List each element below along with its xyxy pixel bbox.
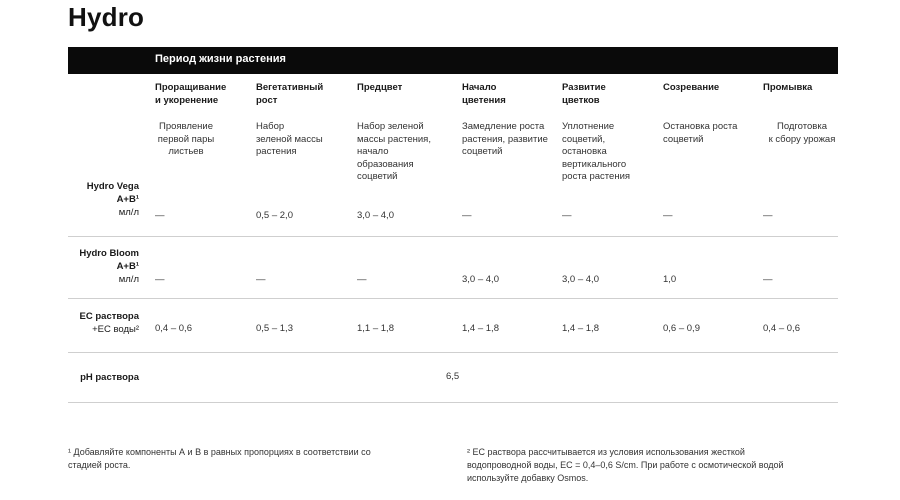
table-cell: 0,4 – 0,6 bbox=[763, 323, 800, 334]
stage-description: Набор зеленой массы растения, начало образования соцветий bbox=[357, 121, 431, 182]
stage-description: Набор зеленой массы растения bbox=[256, 121, 323, 157]
footnote-right: ² EC раствора рассчитывается из условия использования жесткой водопроводной воды, EC = 0,4–0,6 S/cm. При работе с осмотической водой используйте добавку Osmos. bbox=[467, 447, 784, 483]
table-cell: 0,5 – 1,3 bbox=[256, 323, 293, 334]
table-cell: 1,1 – 1,8 bbox=[357, 323, 394, 334]
table-cell: 0,5 – 2,0 bbox=[256, 210, 293, 221]
table-cell: — bbox=[763, 274, 773, 285]
period-header-bar bbox=[68, 47, 838, 74]
stage-description: Проявление первой пары листьев bbox=[157, 121, 215, 157]
footnote-left: ¹ Добавляйте компоненты А и В в равных пропорциях в соответствии со стадией роста. bbox=[68, 447, 371, 470]
row-divider bbox=[68, 402, 838, 403]
page-title: Hydro bbox=[68, 2, 145, 32]
table-cell: 0,4 – 0,6 bbox=[155, 323, 192, 334]
table-cell: — bbox=[256, 274, 266, 285]
table-cell: — bbox=[155, 274, 165, 285]
row-divider bbox=[68, 236, 838, 237]
stage-description: Подготовка к сбору урожая bbox=[768, 121, 836, 145]
row-divider bbox=[68, 298, 838, 299]
table-cell: 1,0 bbox=[663, 274, 677, 285]
table-cell: — bbox=[763, 210, 773, 221]
table-cell: — bbox=[562, 210, 572, 221]
row-divider bbox=[68, 352, 838, 353]
table-cell: — bbox=[663, 210, 673, 221]
table-cell: 3,0 – 4,0 bbox=[357, 210, 394, 221]
row-label-ph: pH раствора bbox=[80, 372, 139, 383]
stage-label: Вегетативный рост bbox=[256, 82, 324, 106]
ph-value: 6,5 bbox=[446, 371, 460, 382]
table-cell: 0,6 – 0,9 bbox=[663, 323, 700, 334]
row-label-hydro-vega: Hydro Vega A+B¹ мл/л bbox=[86, 181, 139, 218]
table-cell: 1,4 – 1,8 bbox=[462, 323, 499, 334]
stage-label: Развитие цветков bbox=[562, 82, 606, 106]
row-label-hydro-bloom: Hydro Bloom A+B¹ мл/л bbox=[79, 248, 139, 285]
period-header: Период жизни растения bbox=[155, 53, 286, 65]
table-cell: 3,0 – 4,0 bbox=[562, 274, 599, 285]
stage-label: Начало цветения bbox=[462, 82, 506, 106]
stage-label: Промывка bbox=[763, 82, 813, 93]
table-cell: — bbox=[155, 210, 165, 221]
table-cell: 1,4 – 1,8 bbox=[562, 323, 599, 334]
stage-description: Замедление роста растения, развитие соцветий bbox=[462, 121, 548, 157]
stage-label: Проращивание и укоренение bbox=[155, 82, 227, 106]
table-cell: 3,0 – 4,0 bbox=[462, 274, 499, 285]
stage-label: Созревание bbox=[663, 82, 720, 93]
row-label-ec: EC раствора +EC воды² bbox=[79, 311, 139, 335]
stage-description: Остановка роста соцветий bbox=[663, 121, 738, 145]
stage-label: Предцвет bbox=[357, 82, 403, 93]
stage-description: Уплотнение соцветий, остановка вертикального роста растения bbox=[562, 121, 631, 182]
table-cell: — bbox=[462, 210, 472, 221]
table-cell: — bbox=[357, 274, 367, 285]
